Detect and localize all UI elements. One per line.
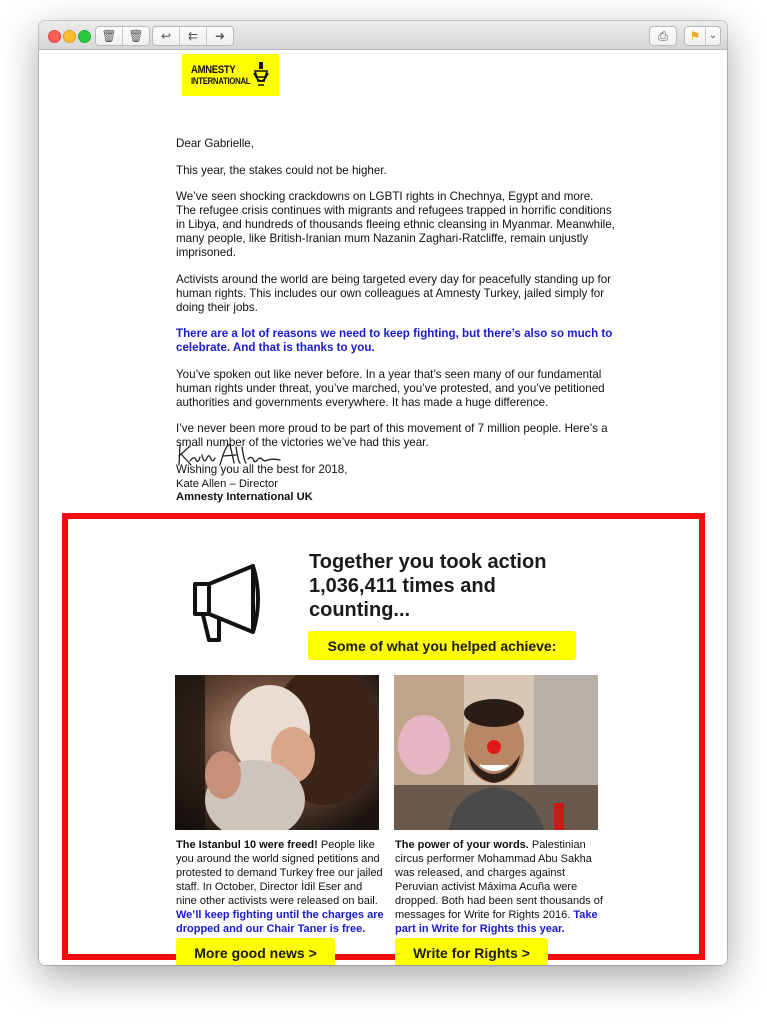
paragraph-proud: I’ve never been more proud to be part of this movement of 7 million people. Here’s a small number of the victories we’ve had this year. — [176, 422, 608, 449]
write-for-rights-caption — [395, 838, 605, 936]
forward-icon[interactable]: ➜ — [214, 29, 226, 43]
print-group — [649, 26, 677, 46]
story-lead: The Istanbul 10 were freed! — [176, 839, 318, 851]
reply-all-icon[interactable]: ⇇ — [180, 27, 207, 45]
istanbul-story-caption — [176, 838, 386, 936]
mail-window — [39, 21, 727, 965]
achieve-banner: Some of what you helped achieve: — [308, 631, 576, 660]
more-good-news-button[interactable]: More good news > — [176, 938, 335, 965]
story-body: Palestinian circus performer Mohammad Abu Sakha was released, and charges against Peruvian activist Máxima Acuña were dropped. Both had been sent thousands of messages for Write for Rights 2016. — [395, 839, 603, 921]
reply-group — [152, 26, 234, 46]
reply-icon[interactable]: ↩ — [153, 27, 180, 45]
paragraph-stakes: This year, the stakes could not be higher. — [176, 163, 387, 177]
closing-line: Wishing you all the best for 2018, — [176, 462, 348, 476]
close-window-button[interactable] — [48, 30, 61, 43]
junk-icon[interactable]: 🗑 — [128, 29, 144, 43]
printer-icon[interactable]: ⎙ — [658, 29, 668, 43]
megaphone-icon — [189, 562, 273, 642]
write-for-rights-button[interactable]: Write for Rights > — [395, 938, 548, 965]
paragraph-crackdowns: We’ve seen shocking crackdowns on LGBTI rights in Chechnya, Egypt and more. The refugee crisis continues with migrants and refugees trapped in horrific conditions in Libya, and hundreds of thousands fleeing ethnic cleansing in Myanmar. Meanwhile, many people, like British-Iranian mum Nazanin Zaghari-Ratcliffe, remain unjustly imprisoned. — [176, 190, 615, 259]
paragraph-activists: Activists around the world are being targeted every day for peacefully standing up for human rights. This includes our own colleagues at Amnesty Turkey, jailed simply for doing their jobs. — [176, 272, 612, 314]
delete-junk-group — [95, 26, 150, 46]
title-bar — [39, 21, 727, 50]
flag-group — [684, 26, 721, 46]
zoom-window-button[interactable] — [78, 30, 91, 43]
flag-icon[interactable]: ⚑ — [685, 27, 706, 45]
signer-org: Amnesty International UK — [176, 491, 313, 503]
mohammad-abu-sakha-photo — [394, 675, 598, 830]
minimize-window-button[interactable] — [63, 30, 76, 43]
greeting: Dear Gabrielle, — [176, 137, 254, 150]
istanbul-10-photo — [175, 675, 379, 830]
handwritten-signature — [176, 441, 286, 469]
chevron-down-icon[interactable]: ⌄ — [708, 30, 718, 41]
signer-name: Kate Allen – Director — [176, 478, 278, 490]
story-body: People like you around the world signed petitions and protested to demand Turkey free our jailed staff. In October, Director İdil Eser and nine other activists were released on bail. — [176, 839, 383, 907]
letter-text — [176, 137, 616, 489]
story-lead: The power of your words. — [395, 839, 529, 851]
signer-block — [176, 478, 313, 504]
logo-wordmark: AMNESTY INTERNATIONAL — [191, 63, 251, 86]
trash-icon[interactable]: 🗑 — [96, 27, 123, 45]
paragraph-spoken-out: You’ve spoken out like never before. In a year that’s seen many of our fundamental human rights under threat, you’ve marched, you’ve protested, and you’ve petitioned authorities and governments everywhere. It has made a huge difference. — [176, 367, 605, 409]
story-link[interactable]: Take part in Write for Rights this year. — [395, 909, 598, 935]
message-body — [39, 50, 727, 965]
amnesty-logo[interactable] — [182, 54, 279, 96]
action-headline: Together you took action 1,036,411 times and counting... — [309, 551, 547, 621]
candle-icon — [252, 59, 270, 91]
paragraph-highlight: There are a lot of reasons we need to keep fighting, but there’s also so much to celebrate. And that is thanks to you. — [176, 327, 613, 354]
story-link[interactable]: We’ll keep fighting until the charges are dropped and our Chair Taner is free. — [176, 909, 384, 935]
